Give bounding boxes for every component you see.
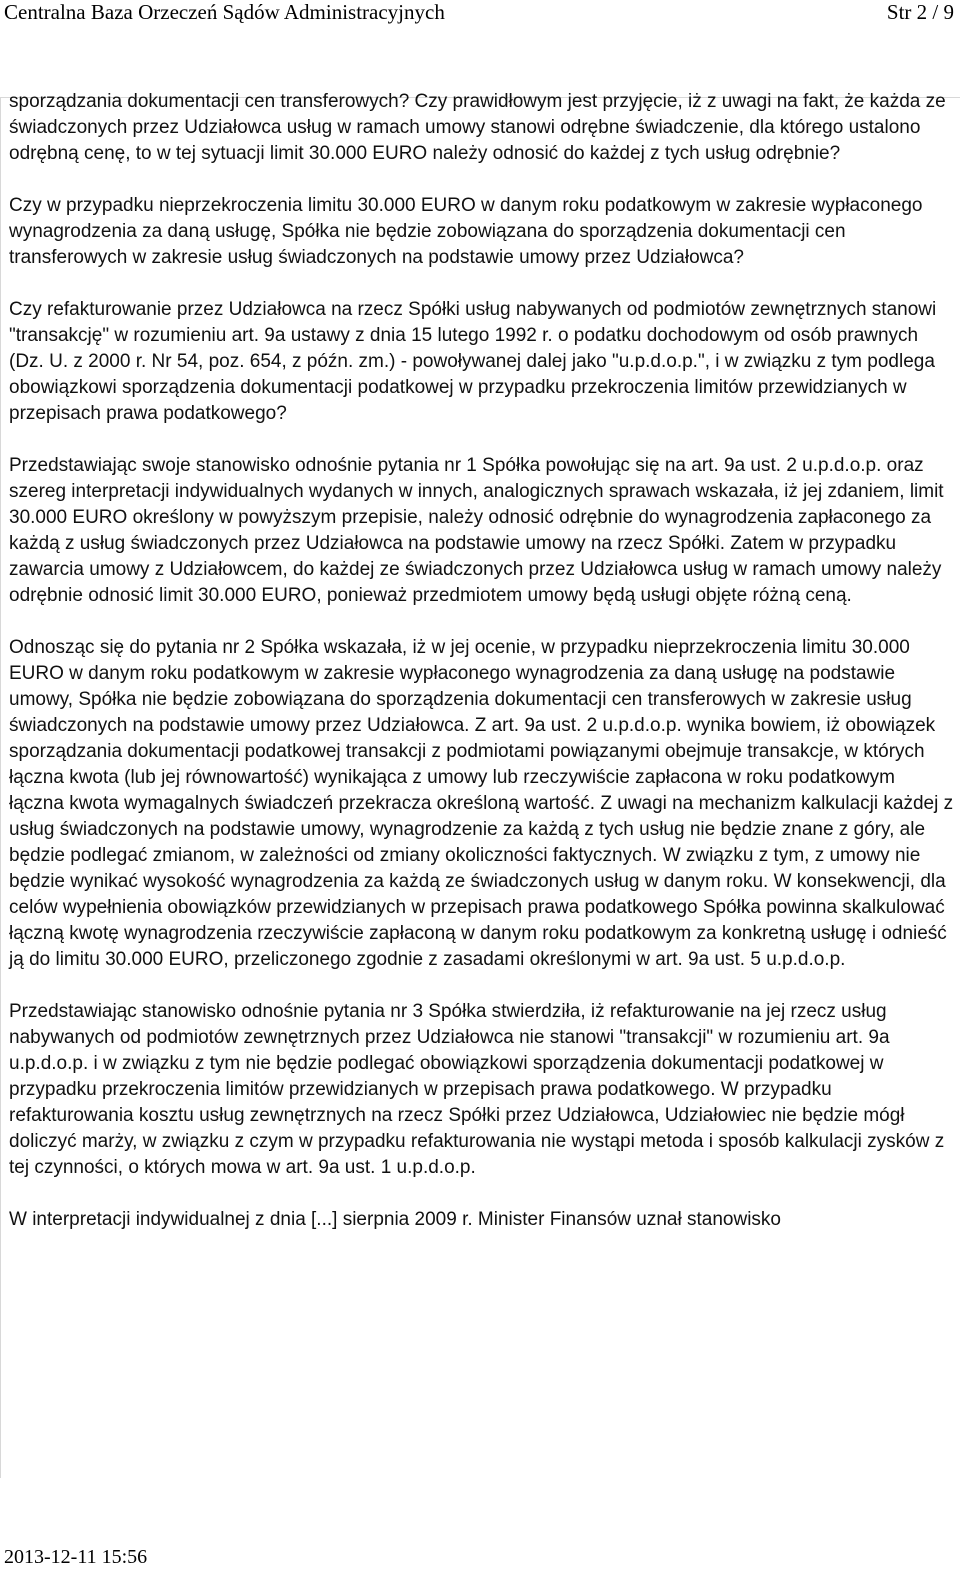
paragraph-interpretation: W interpretacji indywidualnej z dnia [...] sierpnia 2009 r. Minister Finansów uznał stanowisko [9, 1209, 781, 1230]
paragraph-question-1-continued: sporządzania dokumentacji cen transferowych? Czy prawidłowym jest przyjęcie, iż z uwagi na fakt, że każda ze świadczonych przez Udziałowca usług w ramach umowy stanowi odrębne świadczenie, dla którego ustalono odrębną cenę, to w tej sytuacji limit 30.000 EURO należy odnosić do każdej z tych usług odrębnie? [9, 91, 946, 164]
paragraph-question-3: Czy refakturowanie przez Udziałowca na rzecz Spółki usług nabywanych od podmiotów zewnętrznych stanowi "transakcję" w rozumieniu art. 9a ustawy z dnia 15 lutego 1992 r. o podatku dochodowym od osób prawnych (Dz. U. z 2000 r. Nr 54, poz. 654, z późn. zm.) - powoływanej dalej jako "u.p.d.o.p.", i w związku z tym podlega obowiązkowi sporządzenia dokumentacji podatkowej w przypadku przekroczenia limitów przewidzianych w przepisach prawa podatkowego? [9, 299, 937, 424]
document-source-title: Centralna Baza Orzeczeń Sądów Administracyjnych [4, 0, 445, 24]
paragraph-question-2: Czy w przypadku nieprzekroczenia limitu 30.000 EURO w danym roku podatkowym w zakresie wypłaconego wynagrodzenia za daną usługę, Spółka nie będzie zobowiązana do sporządzenia dokumentacji cen transferowych w zakresie usług świadczonych na podstawie umowy przez Udziałowca? [9, 195, 923, 268]
paragraph-position-question-1: Przedstawiając swoje stanowisko odnośnie pytania nr 1 Spółka powołując się na art. 9a ust. 2 u.p.d.o.p. oraz szereg interpretacji indywidualnych wydanych w innych, analogicznych sprawach wskazała, iż jej zdaniem, limit 30.000 EURO określony w powyższym przepisie, należy odnosić odrębnie do wynagrodzenia zapłaconego za każdą z usług świadczonych przez Udziałowca na podstawie umowy na rzecz Spółki. Zatem w przypadku zawarcia umowy z Udziałowcem, do każdej ze świadczonych przez Udziałowca usług w ramach umowy należy odrębnie odnosić limit 30.000 EURO, ponieważ przedmiotem umowy będą usługi objęte różną ceną. [9, 455, 944, 606]
page-indicator: Str 2 / 9 [886, 0, 954, 24]
left-border [0, 98, 1, 1478]
page-header [0, 0, 960, 28]
print-timestamp: 2013-12-11 15:56 [4, 1546, 148, 1568]
paragraph-position-question-3: Przedstawiając stanowisko odnośnie pytania nr 3 Spółka stwierdziła, iż refakturowanie na jej rzecz usług nabywanych od podmiotów zewnętrznych przez Udziałowca nie stanowi "transakcji" w rozumieniu art. 9a u.p.d.o.p. i w związku z tym nie będzie podlegać obowiązkowi sporządzenia dokumentacji podatkowej w przypadku przekroczenia limitów przewidzianych w przepisach prawa podatkowego. W przypadku refakturowania kosztu usług zewnętrznych na rzecz Spółki przez Udziałowca, Udziałowiec nie będzie mógł doliczyć marży, w związku z czym w przypadku refakturowania nie wystąpi metoda i sposób kalkulacji zysków z tej czynności, o których mowa w art. 9a ust. 1 u.p.d.o.p. [9, 1001, 945, 1178]
paragraph-position-question-2: Odnosząc się do pytania nr 2 Spółka wskazała, iż w jej ocenie, w przypadku nieprzekroczenia limitu 30.000 EURO w danym roku podatkowym w zakresie wypłaconego wynagrodzenia za daną usługę na podstawie umowy, Spółka nie będzie zobowiązana do sporządzenia dokumentacji cen transferowych w zakresie usług świadczonych na podstawie umowy przez Udziałowca. Z art. 9a ust. 2 u.p.d.o.p. wynika bowiem, iż obowiązek sporządzania dokumentacji podatkowej transakcji z podmiotami powiązanymi obejmuje transakcje, w których łączna kwota (lub jej równowartość) wynikająca z umowy lub rzeczywiście zapłacona w roku podatkowym łączna kwota wymagalnych świadczeń przekracza określoną wartość. Z uwagi na mechanizm kalkulacji każdej z usług świadczonych na podstawie umowy, wynagrodzenie za każdą z tych usług nie będzie znane z góry, ale będzie podlegać zmianom, w zależności od zmiany okoliczności faktycznych. W związku z tym, z umowy nie będzie wynikać wysokość wynagrodzenia za każdą ze świadczonych usług w danym roku. W konsekwencji, dla celów wypełnienia obowiązków przewidzianych w przepisach prawa podatkowego Spółka powinna skalkulować łączną kwotę wynagrodzenia rzeczywiście zapłaconą w danym roku podatkowym za konkretną usługę i odnieść ją do limitu 30.000 EURO, przeliczonego zgodnie z zasadami określonymi w art. 9a ust. 5 u.p.d.o.p. [9, 637, 954, 970]
document-body [9, 89, 954, 1233]
